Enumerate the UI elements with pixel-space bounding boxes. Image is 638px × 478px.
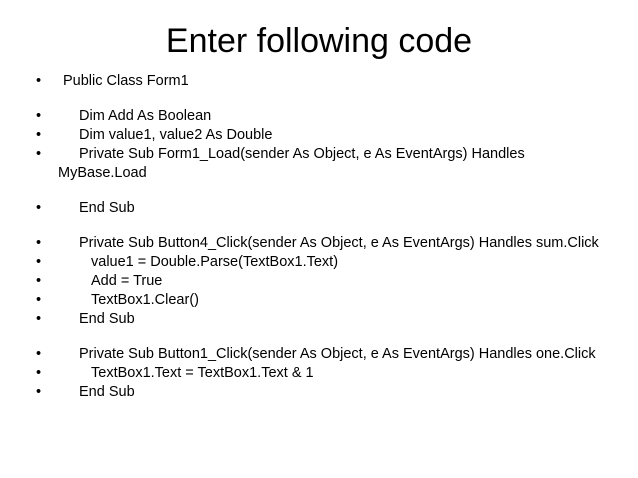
bullet-item — [0, 199, 638, 218]
code-line: End Sub — [79, 200, 135, 216]
code-line: Private Sub Button4_Click(sender As Object, e As EventArgs) Handles sum.Click — [79, 235, 599, 251]
code-line: Private Sub Form1_Load(sender As Object, e As EventArgs) Handles — [79, 146, 525, 162]
bullet-dot: • — [36, 292, 42, 308]
code-bullet-list — [0, 72, 638, 402]
code-line: Private Sub Button1_Click(sender As Object, e As EventArgs) Handles one.Click — [79, 346, 596, 362]
code-line: Public Class Form1 — [63, 73, 189, 89]
bullet-dot: • — [36, 108, 42, 124]
bullet-item — [0, 383, 638, 402]
bullet-item — [0, 345, 638, 364]
code-line: End Sub — [79, 311, 135, 327]
bullet-dot: • — [36, 127, 42, 143]
code-line: TextBox1.Clear() — [91, 292, 199, 308]
bullet-dot: • — [36, 200, 42, 216]
bullet-dot: • — [36, 365, 42, 381]
bullet-item — [0, 72, 638, 91]
code-line: Dim Add As Boolean — [79, 108, 212, 124]
code-line: Dim value1, value2 As Double — [79, 127, 273, 143]
bullet-dot: • — [36, 73, 42, 89]
bullet-dot: • — [36, 311, 42, 327]
bullet-dot: • — [36, 146, 42, 162]
bullet-dot: • — [36, 384, 42, 400]
bullet-item — [0, 364, 638, 383]
code-line-continuation: MyBase.Load — [58, 165, 147, 181]
code-line: End Sub — [79, 384, 135, 400]
bullet-dot: • — [36, 235, 42, 251]
bullet-dot: • — [36, 254, 42, 270]
code-line: TextBox1.Text = TextBox1.Text & 1 — [91, 365, 314, 381]
code-line: Add = True — [91, 273, 163, 289]
slide-title: Enter following code — [165, 22, 473, 60]
bullet-item — [0, 145, 638, 183]
bullet-item — [0, 107, 638, 126]
bullet-item — [0, 234, 638, 253]
bullet-item — [0, 272, 638, 291]
bullet-dot: • — [36, 273, 42, 289]
bullet-item — [0, 253, 638, 272]
bullet-item — [0, 126, 638, 145]
code-line: value1 = Double.Parse(TextBox1.Text) — [91, 254, 339, 270]
bullet-item — [0, 310, 638, 329]
bullet-item — [0, 291, 638, 310]
bullet-dot: • — [36, 346, 42, 362]
